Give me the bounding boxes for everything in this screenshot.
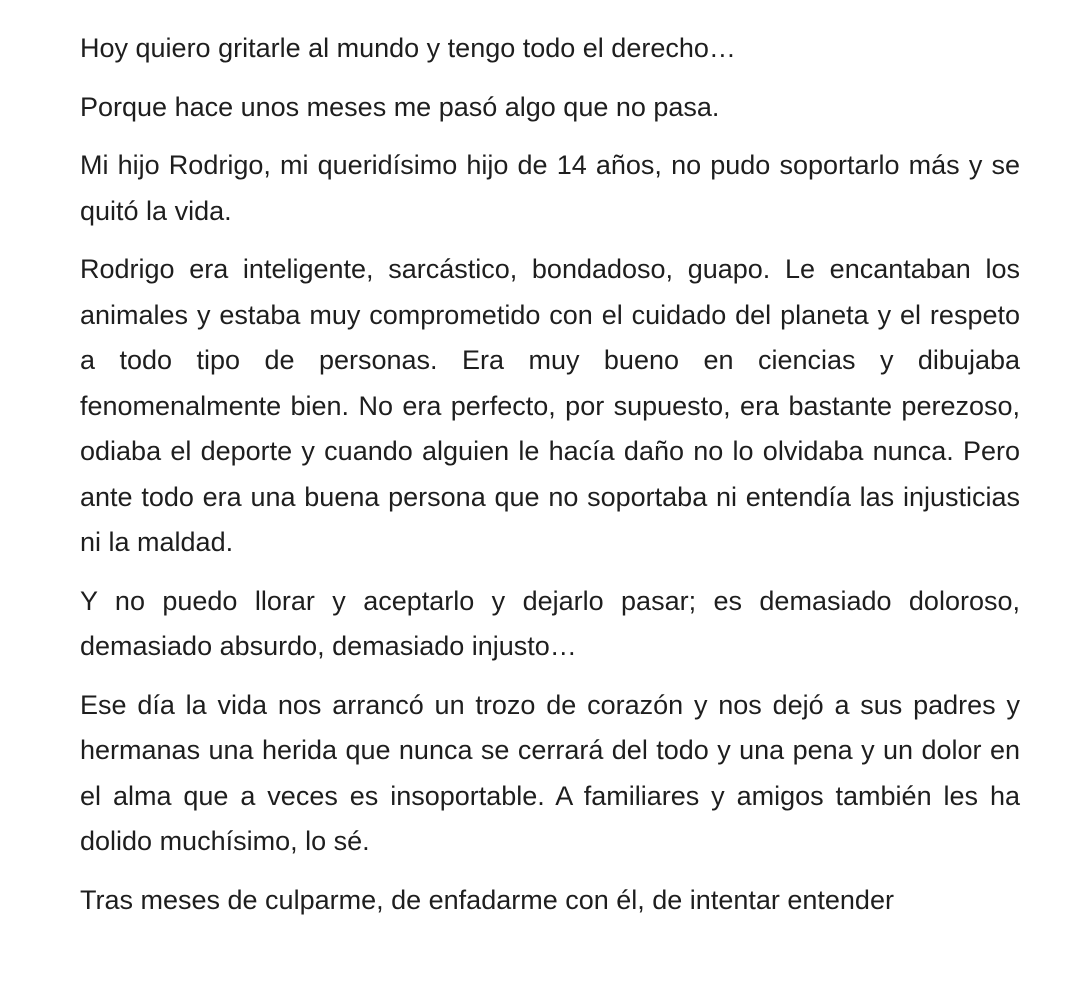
document-body bbox=[80, 26, 1020, 936]
paragraph-5: Y no puedo llorar y aceptarlo y dejarlo pasar; es demasiado doloroso, demasiado absurdo, demasiado injusto… bbox=[80, 585, 1020, 661]
paragraph-2: Porque hace unos meses me pasó algo que no pasa. bbox=[80, 91, 720, 122]
paragraph-3: Mi hijo Rodrigo, mi queridísimo hijo de 14 años, no pudo soportarlo más y se quitó la vida. bbox=[80, 150, 1020, 226]
paragraph-6: Ese día la vida nos arrancó un trozo de corazón y nos dejó a sus padres y hermanas una herida que nunca se cerrará del todo y una pena y un dolor en el alma que a veces es insoportable. A familiares y amigos también les ha dolido muchísimo, lo sé. bbox=[80, 689, 1020, 856]
paragraph-7: Tras meses de culparme, de enfadarme con él, de intentar entender bbox=[80, 884, 894, 915]
paragraph-1: Hoy quiero gritarle al mundo y tengo todo el derecho… bbox=[80, 33, 736, 63]
paragraph-4: Rodrigo era inteligente, sarcástico, bondadoso, guapo. Le encantaban los animales y estaba muy comprometido con el cuidado del planeta y el respeto a todo tipo de personas. Era muy bueno en ciencias y dibujaba fenomenalmente bien. No era perfecto, por supuesto, era bastante perezoso, odiaba el deporte y cuando alguien le hacía daño no lo olvidaba nunca. Pero ante todo era una buena persona que no soportaba ni entendía las injusticias ni la maldad. bbox=[80, 254, 1020, 557]
